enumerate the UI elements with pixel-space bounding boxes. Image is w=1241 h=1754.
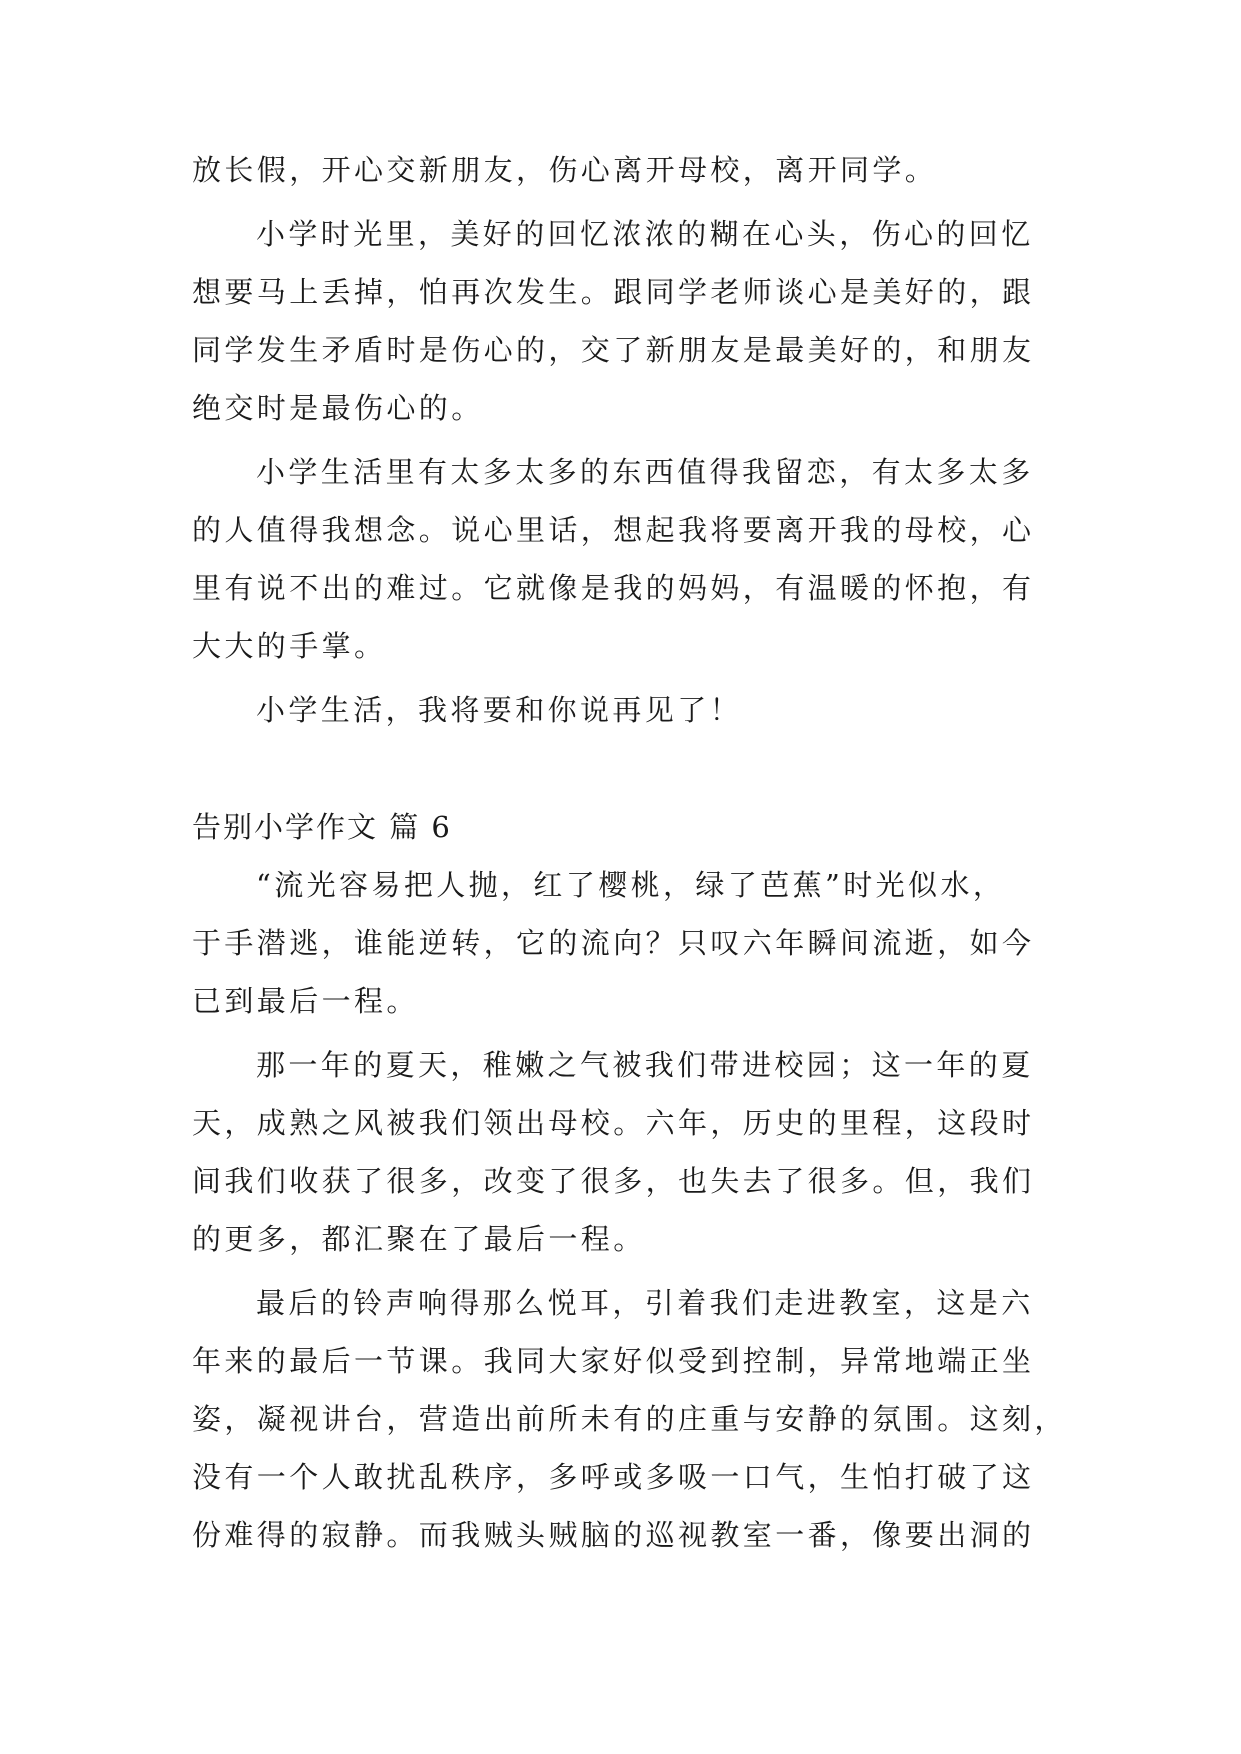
section-heading: 告别小学作文 篇 6 [192, 810, 452, 844]
text-line: 份难得的寂静。而我贼头贼脑的巡视教室一番，像要出洞的 [192, 1518, 1035, 1552]
text-line: 已到最后一程。 [192, 984, 419, 1018]
text-line: 大大的手掌。 [192, 629, 387, 663]
text-line: 的人值得我想念。说心里话，想起我将要离开我的母校，心 [192, 513, 1035, 547]
text-line: 小学时光里，美好的回忆浓浓的糊在心头，伤心的回忆 [256, 217, 1034, 251]
text-line: 小学生活，我将要和你说再见了！ [256, 693, 743, 727]
text-line: 想要马上丢掉，怕再次发生。跟同学老师谈心是美好的，跟 [192, 275, 1035, 309]
text-line: 绝交时是最伤心的。 [192, 391, 484, 425]
text-line: 小学生活里有太多太多的东西值得我留恋，有太多太多 [256, 455, 1034, 489]
text-line: 没有一个人敢扰乱秩序，多呼或多吸一口气，生怕打破了这 [192, 1460, 1035, 1494]
text-line: 天，成熟之风被我们领出母校。六年，历史的里程，这段时 [192, 1106, 1035, 1140]
text-line: 间我们收获了很多，改变了很多，也失去了很多。但，我们 [192, 1164, 1035, 1198]
text-line: 的更多，都汇聚在了最后一程。 [192, 1222, 646, 1256]
text-line: 那一年的夏天，稚嫩之气被我们带进校园；这一年的夏 [256, 1048, 1034, 1082]
text-line: 同学发生矛盾时是伤心的，交了新朋友是最美好的，和朋友 [192, 333, 1035, 367]
text-line: 于手潜逃，谁能逆转，它的流向？只叹六年瞬间流逝，如今 [192, 926, 1035, 960]
text-line: “流光容易把人抛，红了樱桃，绿了芭蕉”时光似水， [256, 868, 1006, 902]
text-line: 放长假，开心交新朋友，伤心离开母校，离开同学。 [192, 153, 938, 187]
text-line: 最后的铃声响得那么悦耳，引着我们走进教室，这是六 [256, 1286, 1034, 1320]
text-line: 姿，凝视讲台，营造出前所未有的庄重与安静的氛围。这刻， [192, 1402, 1067, 1436]
text-line: 年来的最后一节课。我同大家好似受到控制，异常地端正坐 [192, 1344, 1035, 1378]
text-line: 里有说不出的难过。它就像是我的妈妈，有温暖的怀抱，有 [192, 571, 1035, 605]
